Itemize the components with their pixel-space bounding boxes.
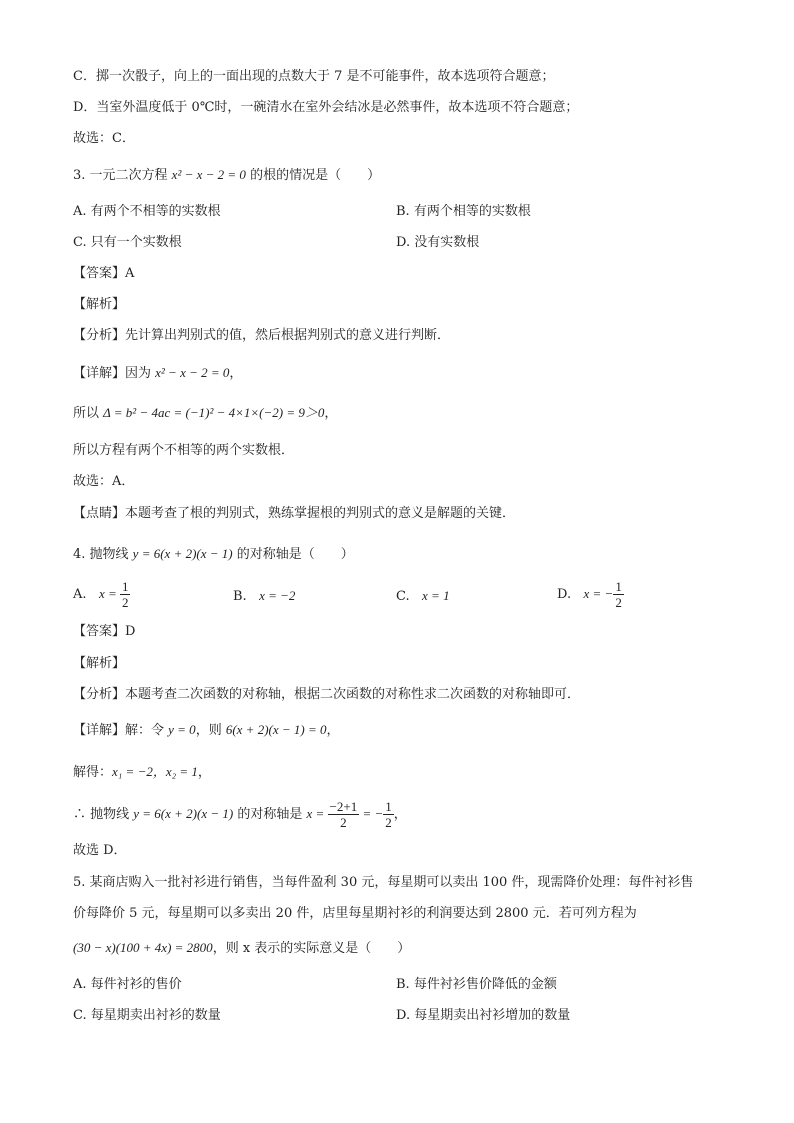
q4-therefore: [73, 796, 407, 833]
q4-therefore-prefix: ∴ 抛物线: [73, 807, 134, 822]
fraction-numerator: 1: [615, 579, 622, 594]
q3-suoyi: [73, 404, 337, 423]
fraction-denominator: 2: [340, 815, 347, 830]
q4-jiede-prefix: 解得：: [73, 765, 113, 780]
fraction-numerator: 1: [121, 579, 129, 594]
q4-choose: 故选 D．: [73, 843, 127, 858]
q4-therefore-mid: 的对称轴是: [233, 807, 307, 822]
fraction-numerator: 1: [385, 799, 392, 814]
q3-xiangjie: [73, 364, 242, 383]
q3-option-a: A. 有两个不相等的实数根: [73, 204, 221, 219]
q4-xiangjie-suffix: ，: [326, 723, 340, 738]
q4-jiede-eq: x₁ = −2，x₂ = 1: [112, 764, 198, 779]
q5-stem-line2: 价每降价 5 元，每星期可以多卖出 20 件，店里每星期衬衫的利润要达到 2800 元．若可列方程为: [73, 906, 637, 921]
q4-option-a-label: A.: [73, 587, 87, 602]
q3-stem: [73, 166, 380, 185]
q3-option-c: C. 只有一个实数根: [73, 235, 182, 250]
q4-option-a-fraction: [120, 579, 131, 610]
q4-therefore-x: x =: [306, 806, 328, 821]
q4-therefore-suffix: ，: [393, 807, 407, 822]
q4-option-c: [396, 587, 450, 606]
q3-suoyi-prefix: 所以: [73, 406, 104, 421]
q4-jiede: [73, 763, 211, 782]
q3-suoyi-suffix: ，: [324, 406, 338, 421]
q4-jiede-suffix: ，: [197, 765, 211, 780]
q4-therefore-fraction-1: [328, 799, 360, 830]
option-d-explanation: D．当室外温度低于 0℃时，一碗清水在室外会结冰是必然事件，故本选项不符合题意；: [73, 100, 579, 115]
option-c-explanation: C．掷一次骰子，向上的一面出现的点数大于 7 是不可能事件，故本选项符合题意；: [73, 69, 555, 84]
q3-option-d: D. 没有实数根: [396, 235, 480, 250]
q5-stem-line1: 5. 某商店购入一批衬衫进行销售，当每件盈利 30 元，每星期可以卖出 100 件，现需降价处理：每件衬衫售: [73, 875, 694, 890]
q4-therefore-eqsign: = −: [359, 806, 384, 821]
q5-stem-line3-suffix: ，则 x 表示的实际意义是（ ）: [212, 941, 411, 956]
q4-xiangjie-eq2: 6(x + 2)(x − 1) = 0: [225, 722, 327, 737]
q3-analysis-label: 【解析】: [73, 297, 126, 312]
q4-therefore-fraction-2: [383, 799, 394, 830]
fraction-denominator: 2: [615, 595, 622, 610]
q4-stem: [73, 545, 354, 564]
q4-option-d-fraction: [613, 579, 624, 610]
q3-xiangjie-suffix: ，: [229, 366, 243, 381]
q3-conclusion: 所以方程有两个不相等的两个实数根．: [73, 443, 295, 458]
q3-fenxi: 【分析】先计算出判别式的值，然后根据判别式的意义进行判断．: [73, 328, 451, 343]
q4-option-d-label: D.: [557, 587, 572, 602]
q4-option-d-prefix: x = −: [583, 586, 614, 601]
q4-xiangjie: [73, 721, 340, 740]
q3-choose: 故选：A．: [73, 474, 135, 489]
q4-option-a: [73, 579, 130, 610]
q4-option-b: [233, 587, 295, 606]
q5-option-c: C. 每星期卖出衬衫的数量: [73, 1008, 221, 1023]
q2-choose: 故选：C．: [73, 131, 135, 146]
q4-stem-prefix: 4. 抛物线: [73, 547, 133, 562]
q3-answer: 【答案】A: [73, 266, 135, 281]
q3-option-b: B. 有两个相等的实数根: [396, 204, 531, 219]
q3-equation: x² − x − 2 = 0: [171, 167, 246, 182]
q4-analysis-label: 【解析】: [73, 656, 126, 671]
q4-stem-suffix: 的对称轴是（ ）: [232, 547, 354, 562]
q5-option-a: A. 每件衬衫的售价: [73, 977, 182, 992]
q4-xiangjie-eq1: y = 0: [168, 722, 196, 737]
q4-xiangjie-mid: ，则: [195, 723, 226, 738]
q4-fenxi: 【分析】本题考查二次函数的对称轴，根据二次函数的对称性求二次函数的对称轴即可．: [73, 687, 581, 702]
q3-xiangjie-prefix: 【详解】因为: [73, 366, 156, 381]
q4-option-a-prefix: x =: [98, 586, 120, 601]
q3-xiangjie-eq: x² − x − 2 = 0: [155, 365, 230, 380]
fraction-denominator: 2: [121, 595, 129, 610]
q4-option-c-value: x = 1: [422, 588, 450, 603]
q5-option-b: B. 每件衬衫售价降低的金额: [396, 977, 557, 992]
q4-therefore-eq: y = 6(x + 2)(x − 1): [133, 806, 234, 821]
q5-equation: (30 − x)(100 + 4x) = 2800: [73, 940, 213, 955]
q5-stem-line3: [73, 939, 410, 958]
q3-dianjing: 【点睛】本题考查了根的判别式，熟练掌握根的判别式的意义是解题的关键．: [73, 506, 516, 521]
q3-stem-suffix: 的根的情况是（ ）: [245, 168, 381, 183]
q3-stem-prefix: 3. 一元二次方程: [73, 168, 172, 183]
q4-option-c-label: C.: [396, 589, 410, 604]
q4-xiangjie-prefix: 【详解】解：令: [73, 723, 169, 738]
q4-option-b-label: B.: [233, 589, 247, 604]
q4-answer: 【答案】D: [73, 624, 136, 639]
q5-option-d: D. 每星期卖出衬衫增加的数量: [396, 1008, 571, 1023]
q4-equation: y = 6(x + 2)(x − 1): [132, 546, 233, 561]
q4-option-b-value: x = −2: [259, 588, 296, 603]
q3-discriminant-eq: Δ = b² − 4ac = (−1)² − 4×1×(−2) = 9＞0: [103, 405, 325, 420]
fraction-numerator: −2+1: [329, 799, 358, 814]
q4-option-d: [557, 579, 624, 610]
fraction-denominator: 2: [385, 815, 392, 830]
